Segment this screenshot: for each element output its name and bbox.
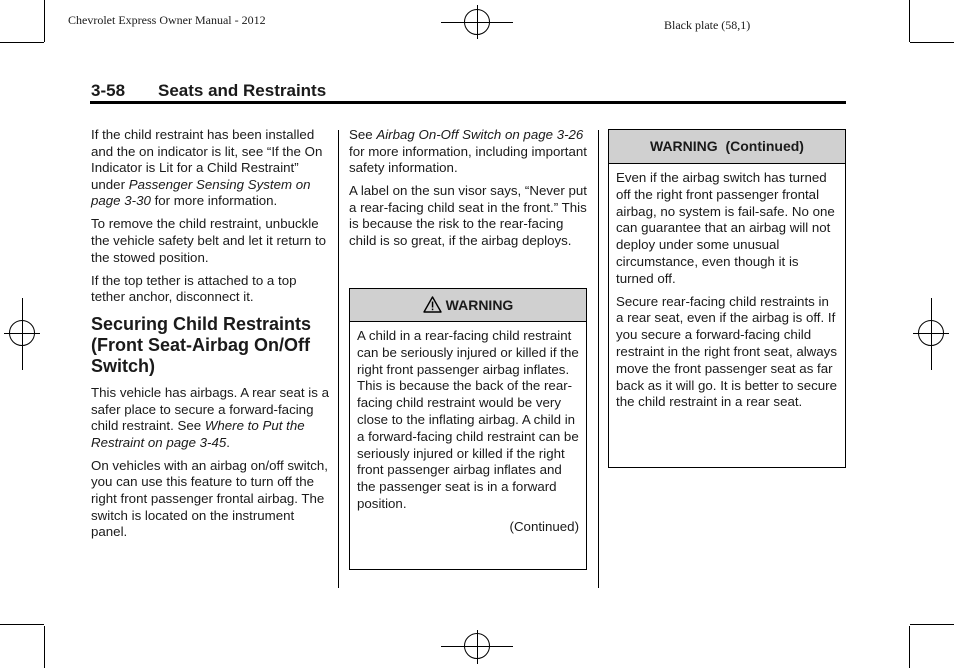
crop-mark <box>909 0 910 42</box>
warning-box-continued <box>608 129 846 468</box>
column-divider <box>598 130 599 588</box>
warning-box <box>349 288 587 570</box>
plate-label: Black plate (58,1) <box>664 18 751 32</box>
manual-title: Chevrolet Express Owner Manual - 2012 <box>68 13 266 27</box>
warning-header <box>609 130 845 164</box>
crop-mark <box>44 626 45 668</box>
crop-mark <box>910 624 954 625</box>
paragraph: On vehicles with an airbag on/off switch, you can use this feature to turn off the right front passenger frontal airbag. The switch is located on the instrument panel. <box>91 457 329 540</box>
page-number: 3-58 <box>91 81 126 100</box>
warning-triangle-icon <box>423 292 442 324</box>
warning-body <box>609 164 845 411</box>
column-1 <box>91 127 331 547</box>
page-reference-link[interactable]: Passenger Sensing System on page 3-30 <box>91 176 311 209</box>
warning-body <box>350 322 586 536</box>
page-reference-link[interactable]: Where to Put the Restraint on page 3-45 <box>91 418 305 450</box>
crop-mark <box>909 626 910 668</box>
paragraph: To remove the child restraint, unbuckle the vehicle safety belt and let it return to the stowed position. <box>91 216 327 265</box>
paragraph: See Airbag On-Off Switch on page 3-26 for more information, including important safety information. <box>349 127 587 176</box>
page-reference-link[interactable]: Airbag On-Off Switch on page 3-26 <box>376 127 584 142</box>
section-header <box>91 81 326 101</box>
continued-label: (Continued) <box>509 518 579 534</box>
crop-mark <box>0 42 44 43</box>
warning-title: WARNING <box>445 297 514 313</box>
crop-mark <box>0 624 44 625</box>
warning-paragraph: A child in a rear-facing child restraint can be seriously injured or killed if the right front passenger airbag inflates. <box>357 328 579 377</box>
column-2 <box>349 127 589 256</box>
warning-title: WARNING (Continued) <box>650 138 804 154</box>
paragraph: This vehicle has airbags. A rear seat is a safer place to secure a forward-facing child restraint. See Where to Put the Restraint on page 3-45. <box>91 384 329 450</box>
warning-paragraph: Secure rear-facing child restraints in a rear seat, even if the airbag is off. If you secure a forward-facing child restraint in the right front seat, always move the front passenger seat as far back as it will go. It is better to secure the child restraint in a rear seat. <box>616 293 837 410</box>
paragraph: If the top tether is attached to a top tether anchor, disconnect it. <box>91 272 297 305</box>
crop-mark <box>44 0 45 42</box>
header-rule <box>90 101 846 104</box>
column-divider <box>338 130 339 588</box>
warning-header <box>350 289 586 322</box>
section-title: Seats and Restraints <box>158 81 327 100</box>
warning-paragraph: Even if the airbag switch has turned off the right front passenger frontal airbag, no system is fail-safe. No one can guarantee that an airbag will not deploy under some unusual circumstance, even though it is turned off. <box>616 170 835 286</box>
warning-paragraph: This is because the back of the rear-facing child restraint would be very close to the inflating airbag. A child in a forward-facing child restraint can be seriously injured or killed if the right front passenger airbag inflates and the passenger seat is in a forward position. <box>357 378 579 511</box>
paragraph: If the child restraint has been installed and the on indicator is lit, see “If the On Indicator is Lit for a Child Restraint” under Passenger Sensing System on page 3-30 for more information. <box>91 127 323 209</box>
crop-mark <box>910 42 954 43</box>
subsection-heading: Securing Child Restraints (Front Seat-Airbag On/Off Switch) <box>91 313 312 376</box>
paragraph: A label on the sun visor says, “Never put a rear-facing child seat in the front.” This is because the risk to the rear-facing child is so great, if the airbag deploys. <box>349 183 587 249</box>
